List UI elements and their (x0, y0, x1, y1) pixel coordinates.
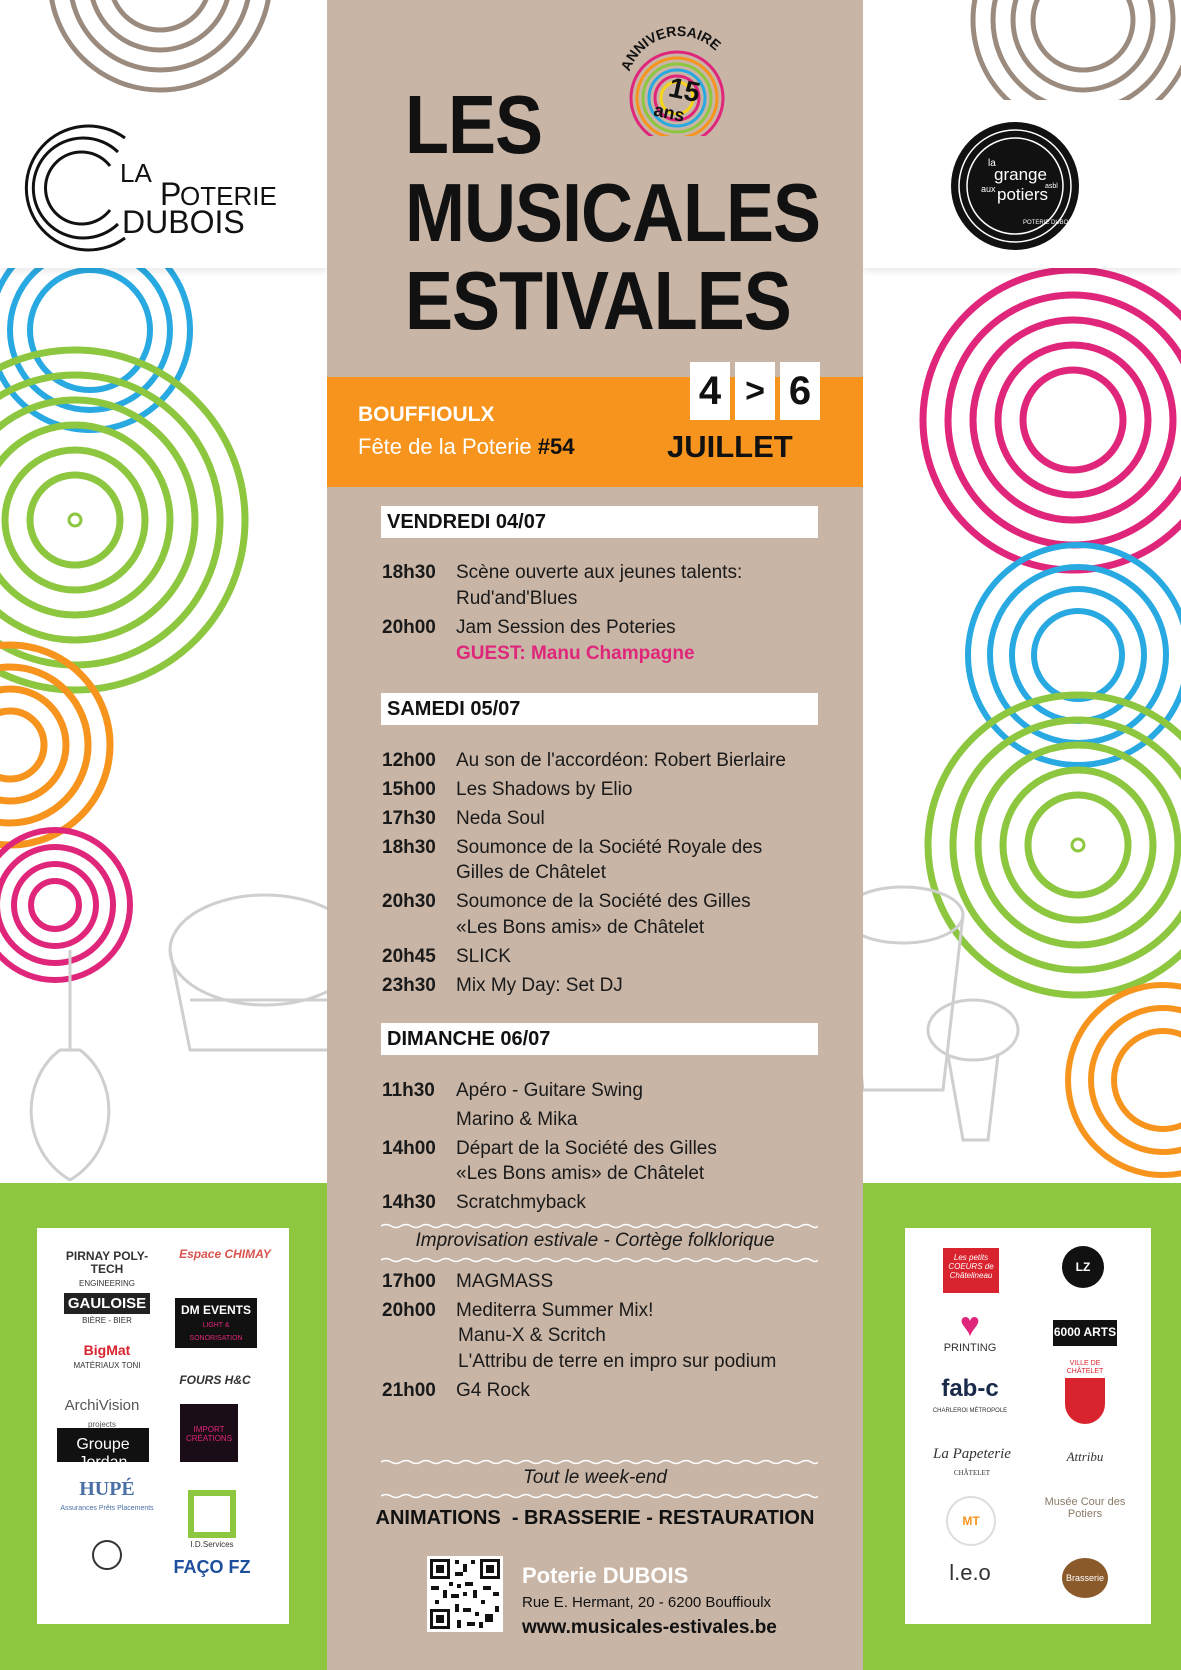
event-time: 20h00 (382, 1300, 436, 1321)
event-time: 20h00 (382, 617, 436, 638)
sponsor-logo: FAÇO FZ (173, 1557, 251, 1577)
event-time: 11h30 (382, 1080, 435, 1101)
event-time: 21h00 (382, 1380, 436, 1401)
sponsor-logo: VILLE DE CHÂTELET (1055, 1360, 1115, 1424)
sponsor-logo: l.e.o (949, 1560, 991, 1585)
footer-website[interactable]: www.musicales-estivales.be (522, 1617, 777, 1638)
sponsor-logo: fab-c CHARLEROI MÉTROPOLE (932, 1375, 1008, 1415)
event-time: 20h30 (382, 891, 436, 912)
grange-potiers: potiers (997, 185, 1049, 204)
grange-la: la (988, 158, 996, 169)
date-separator: > (735, 362, 775, 420)
logo-band-left (0, 100, 327, 268)
event-line: G4 Rock (456, 1380, 530, 1401)
grange-poterie: POTERIE DUBOIS (1023, 220, 1075, 226)
title-line-2: MUSICALES (405, 167, 821, 260)
grange-aux: aux (981, 184, 996, 194)
grange-asbl: asbl (1045, 183, 1058, 190)
title-line-3: ESTIVALES (405, 255, 791, 348)
wave-divider (381, 1459, 818, 1465)
city-name: BOUFFIOULX (358, 403, 495, 426)
event-time: 17h30 (382, 808, 436, 829)
sponsor-logo: I.D.Services (182, 1490, 242, 1550)
footer-address: Rue E. Hermant, 20 - 6200 Bouffioulx (522, 1594, 772, 1611)
event-time: 12h00 (382, 750, 436, 771)
logo-dubois: DUBOIS (122, 204, 245, 240)
wave-divider (381, 1223, 818, 1229)
wave-divider (381, 1493, 818, 1499)
sponsor-logo: DM EVENTS LIGHT & SONORISATION (175, 1298, 257, 1348)
event-line: Manu-X & Scritch (458, 1325, 606, 1346)
weekend-label: Tout le week-end (522, 1467, 667, 1488)
event-line: Soumonce de la Société Royale des (456, 837, 763, 858)
grange-word: grange (994, 165, 1047, 184)
sponsor-logo: Brasserie (1055, 1558, 1115, 1598)
event-time: 15h00 (382, 779, 436, 800)
event-line: Mix My Day: Set DJ (456, 975, 623, 996)
sponsor-logo: MT (943, 1496, 999, 1546)
sponsor-logo: ♥ PRINTING (943, 1306, 997, 1354)
day-header-sunday: DIMANCHE 06/07 (381, 1023, 818, 1055)
event-time: 23h30 (382, 975, 436, 996)
event-line: Scratchmyback (456, 1192, 586, 1213)
sponsor-logo (57, 1540, 157, 1570)
date-start: 4 (690, 362, 730, 420)
logo-p: P (160, 176, 182, 212)
event-line: Jam Session des Poteries (456, 617, 676, 638)
interlude-text: Improvisation estivale - Cortège folklorique (415, 1230, 775, 1251)
month-label: JUILLET (667, 429, 793, 464)
logo-band-right (863, 100, 1181, 268)
anniversary-number: 15 (665, 71, 703, 109)
event-line: Les Shadows by Elio (456, 779, 633, 800)
event-time: 14h00 (382, 1138, 436, 1159)
event-time: 17h00 (382, 1271, 436, 1292)
sponsors-right (905, 1228, 1151, 1624)
guest-line: GUEST: Manu Champagne (456, 643, 695, 664)
sponsor-logo: GAULOISE BIÈRE - BIER (57, 1296, 157, 1326)
poterie-dubois-logo (0, 100, 327, 268)
event-time: 18h30 (382, 562, 436, 583)
event-line: L'Attribu de terre en impro sur podium (458, 1351, 777, 1372)
sponsor-logo: La Papeterie CHÂTELET (933, 1446, 1011, 1477)
sponsor-logo: FOURS H&C (179, 1373, 251, 1387)
event-line: Au son de l'accordéon: Robert Bierlaire (456, 750, 786, 771)
sponsor-logo: HUPÉ Assurances Prêts Placements (60, 1478, 154, 1512)
sponsor-logo: PIRNAY POLY-TECH ENGINEERING (65, 1249, 149, 1289)
anniversary-label: ANNIVERSAIRE (617, 22, 725, 74)
program-column (327, 0, 863, 1670)
event-line: SLICK (456, 946, 511, 967)
event-name: Fête de la Poterie #54 (358, 434, 575, 459)
event-line: Marino & Mika (456, 1109, 578, 1130)
event-time: 20h45 (382, 946, 436, 967)
sponsor-logo: Musée Cour des Potiers (1044, 1496, 1126, 1521)
sponsor-logo: Attribu (1066, 1449, 1104, 1464)
sponsor-logo: Groupe Jordan (57, 1428, 149, 1462)
sponsor-logo: Espace CHIMAY (179, 1247, 271, 1261)
event-line: Départ de la Société des Gilles (456, 1138, 717, 1159)
event-line: Soumonce de la Société des Gilles (456, 891, 751, 912)
logo-la: LA (120, 158, 152, 188)
weekend-activities: ANIMATIONS - BRASSERIE - RESTAURATION (375, 1507, 815, 1529)
date-end: 6 (780, 362, 820, 420)
sponsor-logo: ArchiVision projects (64, 1397, 140, 1429)
event-line: Mediterra Summer Mix! (456, 1300, 654, 1321)
day-header-friday: VENDREDI 04/07 (381, 506, 818, 538)
wave-divider (381, 1257, 818, 1263)
sponsor-logo: Les petits COEURS de Châtelineau (943, 1248, 999, 1293)
sponsors-left (37, 1228, 289, 1624)
sponsor-logo: IMPORT CRÉATIONS (180, 1404, 238, 1462)
sponsor-logo: 6000 ARTS (1053, 1320, 1117, 1346)
event-line: Scène ouverte aux jeunes talents: (456, 562, 743, 583)
event-line: Neda Soul (456, 808, 545, 829)
event-line: MAGMASS (456, 1271, 554, 1292)
anniversary-unit: ans (652, 99, 687, 126)
event-line: Rud'and'Blues (456, 588, 578, 609)
footer-name: Poterie DUBOIS (522, 1563, 689, 1588)
title-line-1: LES (405, 79, 543, 172)
event-line: Apéro - Guitare Swing (456, 1080, 643, 1101)
sponsor-logo: LZ (1055, 1246, 1111, 1288)
event-line: Gilles de Châtelet (456, 862, 606, 883)
event-line: «Les Bons amis» de Châtelet (456, 1163, 705, 1184)
day-header-saturday: SAMEDI 05/07 (381, 693, 818, 725)
event-line: «Les Bons amis» de Châtelet (456, 917, 705, 938)
sponsor-logo: BigMat MATÉRIAUX TONI (73, 1342, 141, 1371)
event-time: 14h30 (382, 1192, 436, 1213)
anniversary-badge (609, 16, 749, 136)
logo-oterie: OTERIE (180, 181, 277, 211)
qr-code[interactable] (427, 1556, 503, 1632)
grange-aux-potiers-logo (863, 100, 1181, 268)
event-time: 18h30 (382, 837, 436, 858)
